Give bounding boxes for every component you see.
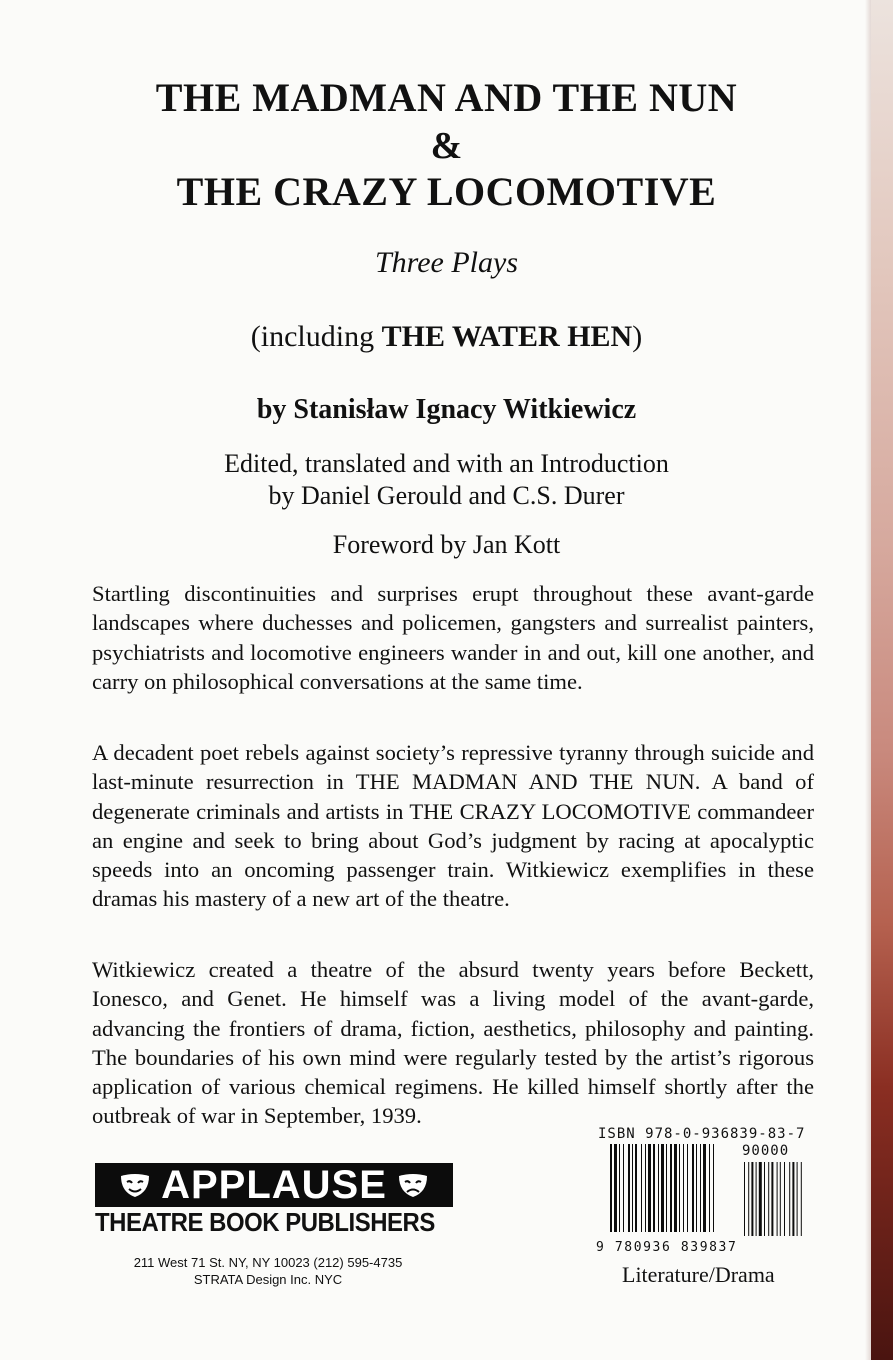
barcode-bar: [687, 1144, 688, 1232]
credits-line-1: Edited, translated and with an Introduction: [224, 449, 669, 478]
addon-bars: [744, 1162, 802, 1236]
barcode-addon-bar: [789, 1162, 790, 1236]
barcode-addon-bar: [792, 1162, 794, 1236]
barcode-addon-bar: [777, 1162, 778, 1236]
barcode-addon-bar: [756, 1162, 757, 1236]
barcode-bar: [703, 1144, 706, 1232]
author-line: by Stanisław Ignacy Witkiewicz: [256, 394, 637, 425]
barcode-bar: [653, 1144, 655, 1232]
barcode-addon-bar: [748, 1162, 749, 1236]
barcode-bar: [670, 1144, 672, 1232]
applause-logo: [95, 1163, 453, 1207]
barcode-addon-bar: [784, 1162, 785, 1236]
barcode-bar: [692, 1144, 694, 1232]
including-suffix: ): [632, 320, 643, 353]
ean-bars: [610, 1144, 714, 1232]
title-line-1: THE MADMAN AND THE NUN: [155, 75, 738, 120]
barcode-addon-bar: [771, 1162, 773, 1236]
barcode-bar: [610, 1144, 612, 1232]
barcode-icon: [610, 1144, 826, 1240]
subtitle: Three Plays: [374, 246, 519, 279]
theatre-mask-icon: [395, 1170, 431, 1200]
barcode-addon-bar: [768, 1162, 769, 1236]
including-title: THE WATER HEN: [381, 320, 633, 353]
barcode-bar: [658, 1144, 659, 1232]
logo-word: APPLAUSE: [161, 1163, 387, 1207]
isbn-label: ISBN 978-0-936839-83-7: [598, 1126, 806, 1142]
publisher-imprint: THEATRE BOOK PUBLISHERS: [95, 1207, 435, 1237]
barcode-bar: [628, 1144, 630, 1232]
barcode-bar: [674, 1144, 677, 1232]
barcode-addon-price: 90000: [742, 1143, 790, 1159]
barcode-addon-bar: [801, 1162, 802, 1236]
barcode-bar: [666, 1144, 667, 1232]
barcode-bar: [700, 1144, 701, 1232]
category-label: Literature/Drama: [622, 1262, 775, 1287]
barcode-bar: [619, 1144, 620, 1232]
barcode-bar: [696, 1144, 697, 1232]
publisher-address: 211 West 71 St. NY, NY 10023 (212) 595-4735: [133, 1255, 403, 1270]
blurb-paragraph-1: Startling discontinuities and surprises erupt throughout these avant-garde landscapes where duchesses and policemen, gangsters and surrealist painters, psychiatrists and locomotive engineers wander in and out, kill one another, and carry on philosophical conversations at the same time.: [92, 581, 814, 694]
barcode-bar: [614, 1144, 617, 1232]
publisher-address-block: [95, 1254, 441, 1288]
barcode-bar: [632, 1144, 633, 1232]
barcode-bar: [679, 1144, 680, 1232]
barcode-bar: [641, 1144, 642, 1232]
design-credit: STRATA Design Inc. NYC: [193, 1272, 343, 1287]
barcode-bar: [635, 1144, 637, 1232]
barcode-addon-bar: [744, 1162, 745, 1236]
barcode-bar: [623, 1144, 624, 1232]
title-line-2: THE CRAZY LOCOMOTIVE: [176, 169, 717, 214]
foreword-credit: Foreword by Jan Kott: [332, 530, 561, 559]
credits-line-2: by Daniel Gerould and C.S. Durer: [268, 481, 625, 510]
including-note: [0, 320, 893, 354]
barcode-bar: [648, 1144, 651, 1232]
barcode-bar: [713, 1144, 714, 1232]
barcode-addon-bar: [780, 1162, 781, 1236]
title-ampersand: &: [430, 125, 463, 167]
barcode-addon-bar: [751, 1162, 753, 1236]
barcode-bar: [661, 1144, 664, 1232]
barcode-bar: [683, 1144, 684, 1232]
barcode-addon-bar: [797, 1162, 798, 1236]
blurb-paragraph-2: A decadent poet rebels against society’s repressive tyranny through suicide and last-minute resurrection in THE MADMAN AND THE NUN. A band of degenerate criminals and artists in THE CRAZY LOCOMOTIVE commandeer an engine and seek to bring about God’s judgment by racing at apocalyptic speeds into an oncoming passenger train. Witkiewicz exemplifies in these dramas his mastery of a new art of the theatre.: [92, 740, 814, 912]
barcode-digits: 9 780936 839837: [596, 1240, 738, 1255]
barcode-bar: [645, 1144, 646, 1232]
barcode-addon-bar: [764, 1162, 765, 1236]
including-prefix: (including: [250, 320, 382, 353]
editor-credits: [0, 448, 893, 512]
blurb-paragraph-3: Witkiewicz created a theatre of the absurd twenty years before Beckett, Ionesco, and Genet. He himself was a living model of the avant-garde, advancing the frontiers of drama, fiction, aesthetics, philosophy and painting. The boundaries of his own mind were regularly tested by the artist’s rigorous application of various chemical regimens. He killed himself shortly after the outbreak of war in September, 1939.: [92, 957, 814, 1129]
barcode-bar: [709, 1144, 710, 1232]
theatre-mask-icon: [117, 1170, 153, 1200]
barcode-addon-bar: [759, 1162, 762, 1236]
